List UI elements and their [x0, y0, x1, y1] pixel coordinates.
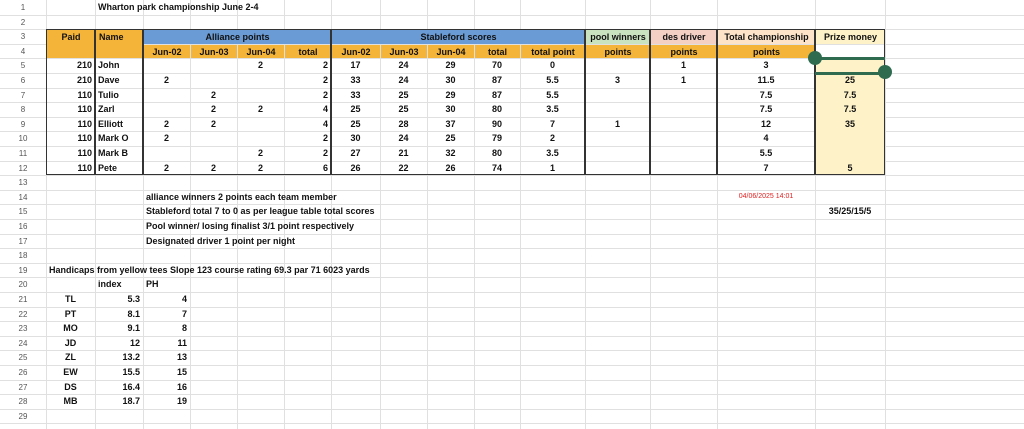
- cell-des[interactable]: [650, 102, 717, 117]
- cell-pool[interactable]: [585, 102, 650, 117]
- handicap-code[interactable]: ZL: [65, 352, 76, 363]
- cell-st[interactable]: 80: [491, 104, 502, 115]
- handicap-index[interactable]: 9.1: [127, 323, 140, 334]
- row-number[interactable]: 8: [20, 105, 26, 115]
- handicap-ph[interactable]: 13: [176, 352, 187, 363]
- cell-s2[interactable]: 24: [398, 60, 409, 71]
- cell-s1[interactable]: 33: [350, 75, 361, 85]
- cell-des[interactable]: [650, 88, 717, 103]
- note-text[interactable]: Pool winner/ losing finalist 3/1 point respectively: [146, 221, 355, 231]
- cell-sp[interactable]: 0: [549, 60, 555, 71]
- header-alliance-1[interactable]: Jun-03: [191, 45, 237, 59]
- row-number[interactable]: 14: [18, 192, 28, 202]
- cell-sp[interactable]: 1: [549, 162, 555, 173]
- note-text[interactable]: Stableford total 7 to 0 as per league table total scores: [146, 206, 375, 217]
- row-number[interactable]: 27: [18, 382, 28, 392]
- row-number[interactable]: 23: [18, 324, 28, 334]
- cell-s1[interactable]: 25: [350, 104, 361, 115]
- cell-st[interactable]: 90: [491, 118, 502, 129]
- row-number[interactable]: 24: [18, 338, 28, 348]
- handicap-code[interactable]: EW: [63, 367, 78, 377]
- cell-des[interactable]: 1: [680, 75, 686, 85]
- cell-a2[interactable]: [190, 58, 237, 73]
- cell-prize[interactable]: 7.5: [843, 89, 857, 100]
- handicap-ph[interactable]: 19: [176, 396, 187, 407]
- cell-st[interactable]: 74: [491, 162, 502, 173]
- cell-sp[interactable]: 5.5: [546, 75, 559, 85]
- cell-s3[interactable]: 29: [445, 60, 456, 71]
- cell-paid[interactable]: 110: [77, 89, 92, 100]
- header-stableford-0[interactable]: Jun-02: [332, 45, 380, 59]
- cell-name[interactable]: Elliott: [98, 118, 123, 129]
- cell-a2[interactable]: [190, 73, 237, 88]
- cell-des[interactable]: [650, 131, 717, 146]
- cell-total[interactable]: 7.5: [759, 104, 773, 115]
- header-alliance-3[interactable]: total: [285, 45, 331, 59]
- cell-a3[interactable]: 2: [257, 60, 263, 71]
- cell-st[interactable]: 87: [491, 89, 502, 100]
- cell-s2[interactable]: 22: [398, 162, 409, 173]
- selection-top-border: [815, 57, 885, 60]
- cell-at[interactable]: 2: [322, 75, 328, 85]
- row-number[interactable]: 12: [18, 163, 28, 173]
- handicap-index[interactable]: 13.2: [122, 352, 140, 363]
- cell-st[interactable]: 70: [491, 60, 502, 71]
- gridline-row: [0, 248, 1024, 249]
- cell-sp[interactable]: 5.5: [546, 89, 559, 100]
- header-stableford-1[interactable]: Jun-03: [381, 45, 427, 59]
- header-des-driver[interactable]: des driver: [651, 30, 717, 44]
- cell-s2[interactable]: 28: [398, 118, 409, 129]
- cell-s3[interactable]: 30: [445, 104, 456, 115]
- header-prize-money[interactable]: Prize money: [816, 30, 885, 44]
- cell-s1[interactable]: 26: [350, 162, 361, 173]
- row-number[interactable]: 11: [18, 149, 28, 158]
- cell-a3[interactable]: [237, 73, 284, 88]
- row-number[interactable]: 10: [18, 134, 28, 144]
- cell-name[interactable]: Mark O: [98, 133, 129, 144]
- cell-a3[interactable]: 2: [257, 148, 263, 158]
- cell-name[interactable]: John: [98, 60, 120, 71]
- cell-a2[interactable]: [190, 131, 237, 146]
- cell-at[interactable]: 2: [322, 89, 328, 100]
- cell-s1[interactable]: 30: [350, 133, 361, 144]
- handicap-ph[interactable]: 15: [176, 367, 187, 377]
- row-number[interactable]: 7: [20, 90, 26, 100]
- cell-paid[interactable]: 110: [77, 104, 92, 115]
- cell-pool[interactable]: 1: [614, 118, 620, 129]
- cell-a2[interactable]: [190, 146, 237, 161]
- cell-a3[interactable]: [237, 117, 284, 132]
- cell-s1[interactable]: 33: [350, 89, 361, 100]
- cell-total[interactable]: 7.5: [759, 89, 773, 100]
- cell-name[interactable]: Zarl: [98, 104, 115, 115]
- selection-bottom-border: [815, 72, 885, 75]
- cell-des[interactable]: [650, 117, 717, 132]
- header-name[interactable]: Name: [96, 30, 143, 58]
- cell-s3[interactable]: 25: [445, 133, 456, 144]
- cell-st[interactable]: 79: [491, 133, 502, 144]
- cell-at[interactable]: 2: [322, 60, 328, 71]
- header-alliance-0[interactable]: Jun-02: [144, 45, 190, 59]
- cell-prize[interactable]: [815, 58, 885, 73]
- cell-a1[interactable]: 2: [163, 162, 169, 173]
- cell-pool[interactable]: [585, 131, 650, 146]
- cell-st[interactable]: 87: [491, 75, 502, 85]
- cell-st[interactable]: 80: [491, 148, 502, 158]
- cell-a1[interactable]: [143, 146, 190, 161]
- cell-s1[interactable]: 17: [350, 60, 361, 71]
- cell-s3[interactable]: 32: [445, 148, 456, 158]
- gridline-row: [0, 175, 1024, 176]
- row-number[interactable]: 17: [18, 236, 28, 246]
- cell-a1[interactable]: 2: [163, 118, 169, 129]
- cell-a3[interactable]: 2: [257, 104, 263, 115]
- row-number[interactable]: 22: [18, 309, 28, 319]
- cell-total[interactable]: 3: [763, 60, 769, 71]
- cell-sp[interactable]: 3.5: [546, 104, 559, 115]
- row-number[interactable]: 6: [20, 76, 26, 85]
- cell-paid[interactable]: 110: [77, 148, 92, 158]
- row-number[interactable]: 13: [18, 178, 28, 188]
- cell-des[interactable]: [650, 161, 717, 176]
- row-number[interactable]: 25: [18, 353, 28, 363]
- header-pool-points[interactable]: points: [586, 45, 650, 59]
- row-number[interactable]: 29: [18, 411, 28, 421]
- cell-paid[interactable]: 210: [76, 75, 92, 85]
- row-number[interactable]: 5: [20, 61, 26, 71]
- cell-pool[interactable]: [585, 146, 650, 161]
- handicap-index[interactable]: 15.5: [122, 367, 140, 377]
- row-number[interactable]: 2: [20, 17, 26, 27]
- header-des-points[interactable]: points: [651, 45, 717, 59]
- handicap-index[interactable]: 12: [129, 337, 140, 348]
- cell-a2[interactable]: 2: [210, 162, 216, 173]
- header-alliance[interactable]: Alliance points: [144, 30, 331, 44]
- timestamp[interactable]: 04/06/2025 14:01: [738, 192, 794, 200]
- header-stableford-2[interactable]: Jun-04: [428, 45, 474, 59]
- cell-prize[interactable]: [815, 146, 885, 161]
- cell-des[interactable]: [650, 146, 717, 161]
- cell-a2[interactable]: 2: [210, 89, 216, 100]
- row-number[interactable]: 26: [18, 368, 28, 377]
- cell-total[interactable]: 5.5: [759, 148, 773, 158]
- gridline-row: [0, 409, 1024, 410]
- cell-name[interactable]: Tulio: [98, 89, 119, 100]
- handicap-ph[interactable]: 11: [177, 337, 187, 348]
- cell-a2[interactable]: 2: [210, 118, 216, 129]
- cell-a1[interactable]: [143, 102, 190, 117]
- cell-pool[interactable]: [585, 58, 650, 73]
- gridline-row: [0, 15, 1024, 16]
- prize-split[interactable]: 35/25/15/5: [828, 206, 872, 217]
- cell-des[interactable]: 1: [680, 60, 686, 71]
- cell-name[interactable]: Pete: [98, 162, 118, 173]
- row-number[interactable]: 15: [18, 207, 28, 217]
- cell-at[interactable]: 6: [322, 162, 328, 173]
- cell-prize[interactable]: 35: [844, 118, 855, 129]
- cell-name[interactable]: Mark B: [98, 148, 129, 158]
- handicap-ph[interactable]: 8: [181, 323, 187, 334]
- cell-s3[interactable]: 29: [445, 89, 456, 100]
- cell-prize[interactable]: 5: [847, 162, 853, 173]
- handicap-ph[interactable]: 7: [181, 308, 187, 319]
- handicap-code[interactable]: PT: [64, 308, 77, 319]
- cell-a2[interactable]: 2: [210, 104, 216, 115]
- header-paid[interactable]: Paid: [47, 30, 95, 58]
- cell-a3[interactable]: [237, 131, 284, 146]
- handicap-code[interactable]: MO: [63, 323, 78, 334]
- cell-name[interactable]: Dave: [98, 75, 120, 85]
- cell-a1[interactable]: [143, 88, 190, 103]
- cell-paid[interactable]: 210: [76, 60, 92, 71]
- row-number[interactable]: 18: [18, 251, 28, 261]
- row-number[interactable]: 9: [20, 119, 26, 129]
- row-number[interactable]: 21: [18, 295, 28, 304]
- handicap-index[interactable]: 18.7: [122, 396, 140, 407]
- handicap-ph[interactable]: 4: [181, 294, 187, 304]
- handicap-index-header[interactable]: index: [98, 279, 122, 290]
- cell-paid[interactable]: 110: [77, 118, 92, 129]
- cell-at[interactable]: 2: [322, 133, 328, 144]
- cell-s2[interactable]: 24: [398, 75, 409, 85]
- note-text[interactable]: Designated driver 1 point per night: [146, 235, 296, 246]
- handicap-code[interactable]: JD: [64, 337, 77, 348]
- cell-prize[interactable]: 25: [844, 75, 855, 85]
- cell-sp[interactable]: 7: [549, 118, 555, 129]
- header-total-points[interactable]: points: [718, 45, 815, 59]
- cell-s3[interactable]: 26: [445, 162, 456, 173]
- handicap-index[interactable]: 8.1: [127, 308, 140, 319]
- cell-s3[interactable]: 30: [445, 75, 456, 85]
- cell-pool[interactable]: 3: [614, 75, 620, 85]
- row-number[interactable]: 19: [18, 265, 28, 275]
- cell-s2[interactable]: 25: [398, 89, 409, 100]
- header-stableford-4[interactable]: total point: [521, 45, 585, 59]
- handicap-code[interactable]: DS: [64, 381, 77, 392]
- cell-total[interactable]: 4: [763, 133, 769, 144]
- cell-total[interactable]: 11.5: [757, 75, 775, 85]
- gridline-row: [0, 423, 1024, 424]
- cell-pool[interactable]: [585, 161, 650, 176]
- cell-paid[interactable]: 110: [77, 162, 92, 173]
- header-alliance-2[interactable]: Jun-04: [238, 45, 284, 59]
- cell-a1[interactable]: [143, 58, 190, 73]
- header-stableford-3[interactable]: total: [475, 45, 520, 59]
- cell-s2[interactable]: 21: [398, 148, 409, 158]
- row-number[interactable]: 28: [18, 397, 28, 407]
- cell-s1[interactable]: 25: [350, 118, 361, 129]
- cell-total[interactable]: 7: [763, 162, 769, 173]
- cell-total[interactable]: 12: [760, 118, 771, 129]
- row-number[interactable]: 3: [20, 32, 26, 42]
- selection-handle-end[interactable]: [878, 65, 892, 79]
- cell-at[interactable]: 4: [322, 118, 328, 129]
- cell-prize[interactable]: 7.5: [843, 104, 857, 115]
- cell-paid[interactable]: 110: [77, 133, 92, 144]
- handicap-code[interactable]: TL: [65, 294, 76, 304]
- handicap-index[interactable]: 16.4: [122, 381, 140, 392]
- cell-sp[interactable]: 3.5: [546, 148, 559, 158]
- handicap-ph[interactable]: 16: [176, 381, 187, 392]
- row-number[interactable]: 16: [18, 222, 28, 231]
- row-number[interactable]: 1: [20, 3, 26, 12]
- cell-a1[interactable]: 2: [163, 75, 169, 85]
- cell-at[interactable]: 4: [322, 104, 328, 115]
- handicap-index[interactable]: 5.3: [127, 294, 140, 304]
- header-stableford[interactable]: Stableford scores: [332, 30, 585, 44]
- cell-s3[interactable]: 37: [445, 118, 456, 129]
- header-pool-winners[interactable]: pool winners: [586, 30, 650, 44]
- note-text[interactable]: alliance winners 2 points each team member: [146, 191, 337, 202]
- header-total-championship[interactable]: Total championship: [718, 30, 815, 44]
- row-number[interactable]: 4: [20, 46, 26, 56]
- cell-s2[interactable]: 25: [398, 104, 409, 115]
- cell-a3[interactable]: 2: [257, 162, 263, 173]
- handicap-code[interactable]: MB: [63, 396, 78, 407]
- handicap-title[interactable]: Handicaps from yellow tees Slope 123 course rating 69.3 par 71 6023 yards: [49, 264, 370, 275]
- cell-s2[interactable]: 24: [398, 133, 409, 144]
- cell-s1[interactable]: 27: [350, 148, 361, 158]
- sheet-title[interactable]: Wharton park championship June 2-4: [98, 2, 259, 12]
- cell-at[interactable]: 2: [322, 148, 328, 158]
- handicap-ph-header[interactable]: PH: [146, 279, 159, 290]
- cell-pool[interactable]: [585, 88, 650, 103]
- cell-a3[interactable]: [237, 88, 284, 103]
- cell-sp[interactable]: 2: [549, 133, 555, 144]
- row-number[interactable]: 20: [18, 280, 28, 290]
- cell-a1[interactable]: 2: [163, 133, 169, 144]
- cell-prize[interactable]: [815, 131, 885, 146]
